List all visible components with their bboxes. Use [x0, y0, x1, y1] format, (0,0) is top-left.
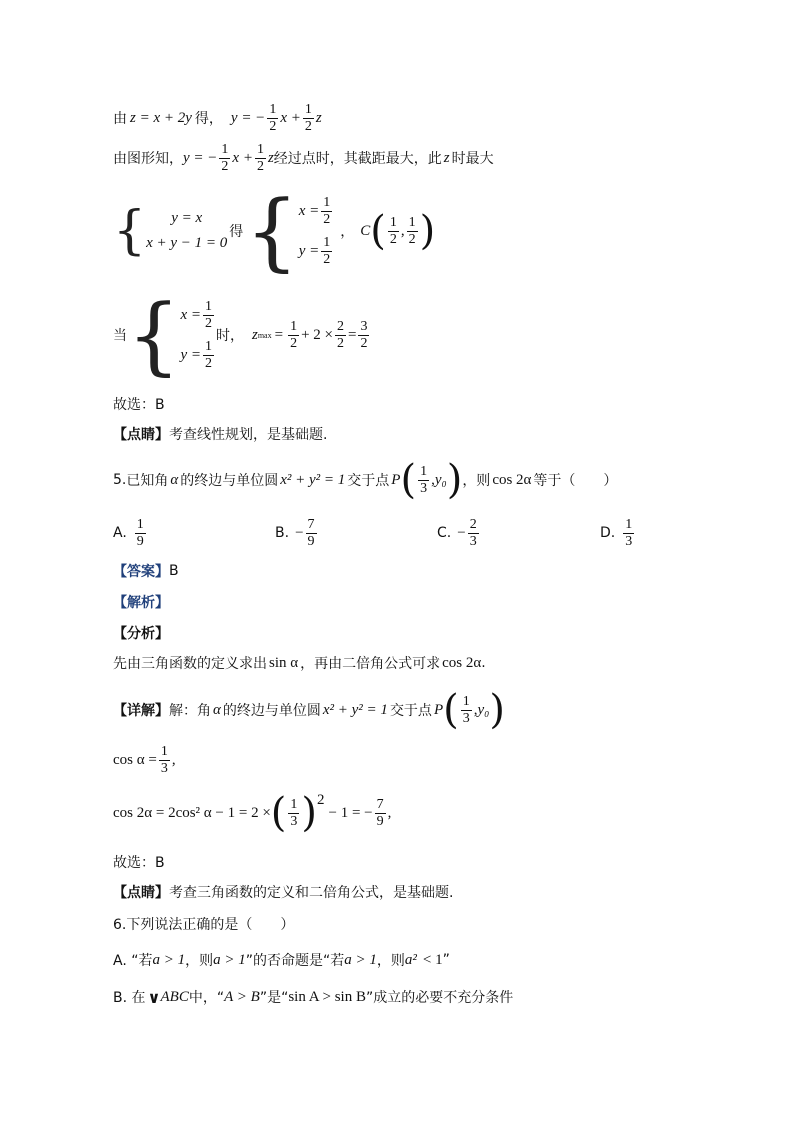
equation: y₀	[477, 701, 490, 718]
text: 先由三角函数的定义求出	[113, 656, 267, 672]
question-5: 5. 已知角 α 的终边与单位圆 x² + y² = 1 交于点 P ( $\frac{1}{3}$ , y₀ ) ，则 cos 2α 等于（ ）	[113, 457, 618, 503]
point-label: C	[360, 222, 371, 239]
text: 6.下列说法正确的是（ ）	[113, 917, 295, 933]
equation: α	[213, 701, 221, 718]
option-denominator: 9	[136, 533, 144, 549]
text: ，再由二倍角公式可求	[300, 656, 441, 672]
detail-label: 【详解】	[113, 703, 169, 719]
text: ，则	[376, 953, 405, 969]
point-label: P	[433, 701, 444, 718]
option-label: B.	[275, 525, 290, 541]
text: 考查三角函数的定义和二倍角公式，是基础题.	[169, 885, 454, 901]
equation: z	[443, 149, 450, 166]
equation-system: { y = x x + y − 1 = 0	[113, 201, 228, 261]
equation: z	[315, 109, 322, 126]
text: A. “若	[113, 953, 153, 969]
subscript: max	[257, 330, 272, 340]
question-6	[113, 914, 294, 934]
text: ，则	[185, 953, 214, 969]
cos-alpha-line: cos α = $\frac{1}{3}$ ,	[113, 743, 176, 776]
cos-2alpha-line: cos 2α = 2cos² α − 1 = 2 × ( $\frac{1}{3}$ ) 2 − 1 = − $\frac{7}{9}$ ,	[113, 790, 392, 836]
solution-line-1: 由 z = x + 2y 得， y = − $\frac{1}{2}$ x + $\frac{1}{2}$ z	[113, 101, 322, 134]
text: 故选：B	[113, 397, 165, 413]
equation: a > 1	[213, 951, 246, 968]
equation: y =	[180, 346, 201, 363]
answer-value: B	[169, 563, 179, 579]
option-c[interactable]	[437, 517, 481, 550]
equation: cos α =	[113, 751, 157, 768]
equation: ,	[387, 804, 392, 821]
option-numerator: 1	[136, 516, 144, 532]
equation-system: { x = $\frac{1}{2}$ y = $\frac{1}{2}$	[127, 286, 212, 384]
text: 的终边与单位圆	[222, 703, 321, 719]
option-numerator: 7	[307, 516, 315, 532]
equation: z = x + 2y	[130, 109, 192, 126]
text: 时，	[215, 328, 244, 344]
text: 得	[229, 224, 244, 240]
equation: sin α	[269, 654, 299, 671]
equation: y = x	[171, 210, 203, 226]
comment-label: 【点睛】	[113, 427, 169, 443]
equation: z	[267, 149, 274, 166]
equation: − 1 = −	[328, 804, 373, 821]
equation: sin A > sin B	[288, 988, 366, 1005]
question-6-option-b[interactable]	[113, 985, 513, 1009]
comment-line-2	[113, 882, 453, 902]
equation: a > 1	[152, 951, 186, 968]
comment-line	[113, 424, 327, 444]
equation: ABC	[160, 988, 189, 1005]
text: 中，“	[188, 990, 225, 1006]
equation-system: { x = $\frac{1}{2}$ y = $\frac{1}{2}$	[245, 182, 331, 280]
text: 交于点	[347, 473, 390, 489]
option-sign: −	[295, 524, 304, 541]
equation: =	[348, 326, 357, 343]
text: 由图形知，	[113, 151, 183, 167]
equation: x =	[180, 306, 201, 323]
equation: y =	[298, 242, 320, 259]
equation: cos 2α	[442, 654, 482, 671]
equation: α	[170, 471, 179, 488]
option-d[interactable]	[600, 517, 636, 550]
question-number: 5.	[113, 472, 127, 488]
solution-line-2: 由图形知， y = − $\frac{1}{2}$ x + $\frac{1}{2}$ z 经过点时，其截距最大，此 z 时最大	[113, 141, 494, 174]
option-numerator: 2	[469, 516, 477, 532]
solution-line-3: { y = x x + y − 1 = 0 得 { x = $\frac{1}{2}$ y = $\frac{1}{2}$ ， C ( $\frac{1}{2}$ , $\frac{1}{2}$ )	[113, 182, 436, 280]
text: 得，	[194, 111, 223, 127]
option-label: C.	[437, 525, 452, 541]
choice-line-2	[113, 852, 165, 872]
text: ”的否命题是“若	[245, 953, 345, 969]
point-label: P	[391, 471, 401, 488]
detailed-solution: 【详解】 解：角 α 的终边与单位圆 x² + y² = 1 交于点 P ( $\frac{1}{3}$ , y₀ )	[113, 687, 505, 733]
equation: x + y − 1 = 0	[146, 235, 228, 251]
text: ”是“	[259, 990, 289, 1006]
equation: a > 1	[344, 951, 377, 968]
text: 由	[113, 111, 127, 127]
equation: x² + y² = 1	[280, 471, 346, 488]
analysis-heading	[113, 592, 169, 612]
comment-label: 【点睛】	[113, 885, 169, 901]
text: 故选：B	[113, 855, 165, 871]
analysis-label: 【解析】	[113, 595, 169, 611]
equation: ,	[171, 751, 176, 768]
equation: y = −	[183, 149, 218, 166]
option-a[interactable]	[113, 517, 148, 550]
text: 的终边与单位圆	[180, 473, 279, 489]
equation: x +	[232, 149, 253, 166]
equation: cos 2α	[492, 471, 532, 488]
equation: =	[274, 326, 284, 343]
text: 时最大	[451, 151, 494, 167]
choice-line	[113, 394, 165, 414]
text: ，则	[462, 473, 491, 489]
equation: z	[251, 326, 258, 343]
text: ”成立的必要不充分条件	[365, 990, 514, 1006]
text: 当	[113, 328, 127, 344]
equation: a²	[404, 951, 417, 968]
equation: < 1	[422, 951, 443, 968]
option-numerator: 1	[625, 516, 633, 532]
approach-label: 【分析】	[113, 626, 169, 642]
text: .	[481, 655, 486, 671]
equation: x² + y² = 1	[322, 701, 388, 718]
equation: x =	[298, 202, 320, 219]
options-row	[113, 514, 653, 552]
equation: cos 2α = 2cos² α − 1 = 2 ×	[113, 804, 271, 821]
text: ”	[442, 952, 450, 968]
equation: A > B	[224, 988, 260, 1005]
option-denominator: 9	[307, 533, 315, 549]
text: 考查线性规划，是基础题.	[169, 427, 328, 443]
option-label: D.	[600, 525, 616, 541]
option-b[interactable]	[275, 517, 319, 550]
approach-text	[113, 652, 486, 674]
answer-line	[113, 561, 179, 581]
approach-heading	[113, 623, 169, 643]
equation: y = −	[230, 109, 266, 126]
option-denominator: 3	[625, 533, 633, 549]
equation: y₀	[434, 471, 447, 488]
triangle-symbol: ∨	[147, 987, 161, 1007]
option-sign: −	[457, 524, 466, 541]
question-6-option-a[interactable]	[113, 948, 450, 972]
text: 经过点时，其截距最大，此	[273, 151, 442, 167]
text: 解：角	[169, 703, 211, 719]
option-label: A.	[113, 525, 127, 541]
option-denominator: 3	[469, 533, 477, 549]
text: B. 在	[113, 990, 146, 1006]
equation: + 2 ×	[301, 326, 333, 343]
text: 交于点	[389, 703, 432, 719]
text: 已知角	[126, 473, 169, 489]
text: 等于（ ）	[533, 473, 618, 489]
equation: x +	[280, 109, 301, 126]
solution-line-4: 当 { x = $\frac{1}{2}$ y = $\frac{1}{2}$ 时， z max = $\frac{1}{2}$ + 2 × $\frac{2}{2}$ = $\frac{3}{2}$	[113, 286, 368, 384]
answer-label: 【答案】	[113, 564, 169, 580]
